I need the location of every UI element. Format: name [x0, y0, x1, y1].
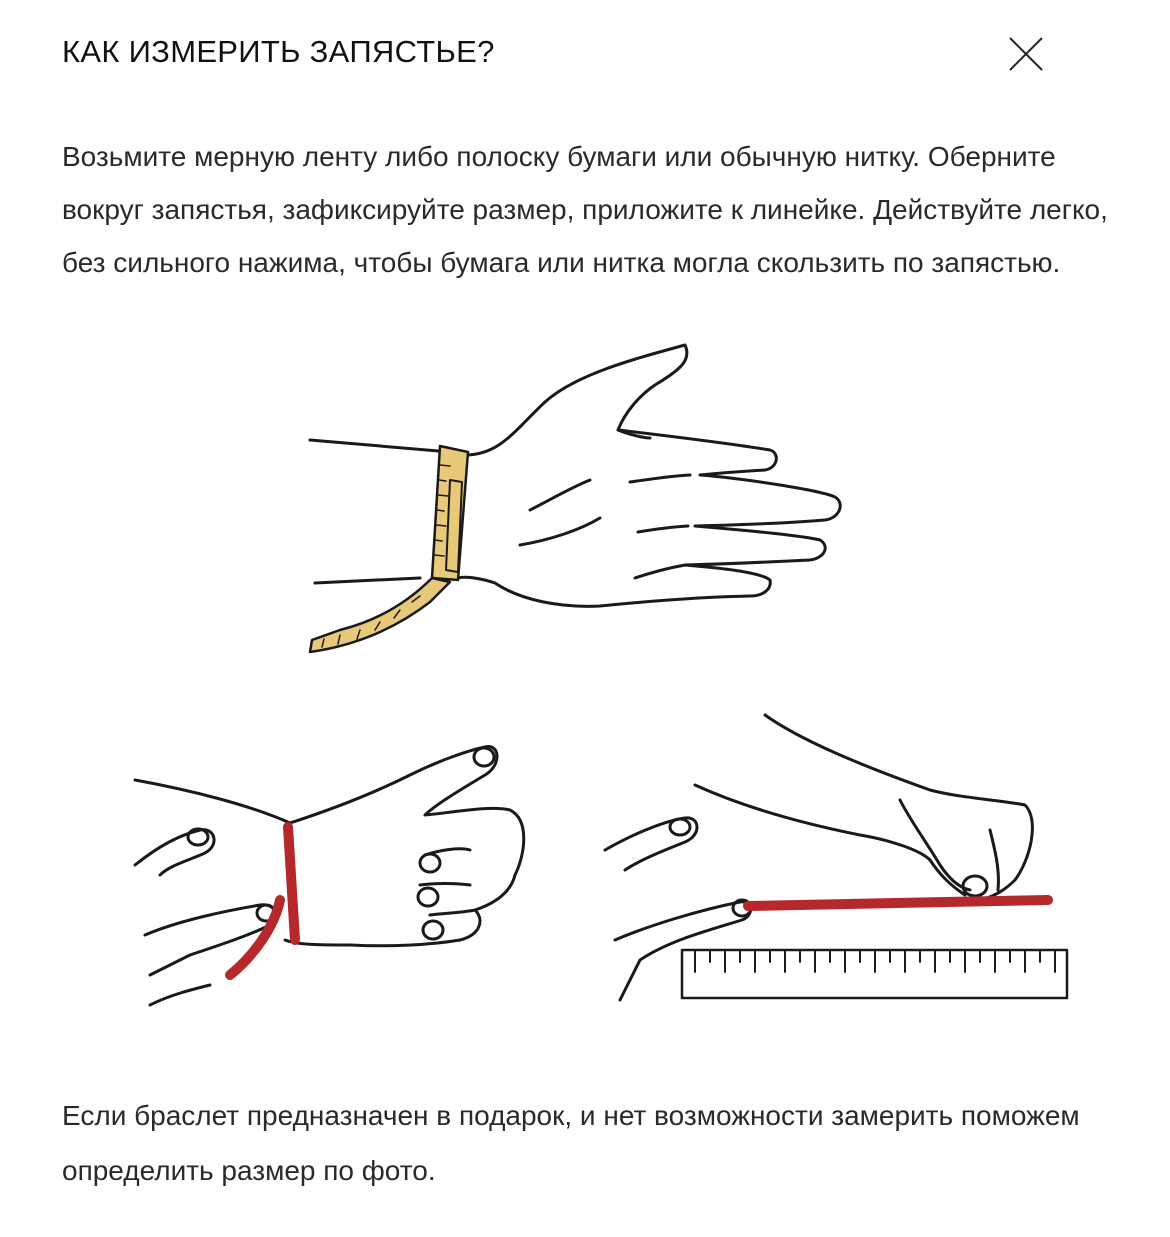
- hand-with-measuring-tape-illustration: [300, 340, 870, 660]
- close-button[interactable]: [1006, 34, 1046, 74]
- thread-measured-against-ruler-illustration: [600, 710, 1070, 1010]
- gift-note-text: Если браслет предназначен в подарок, и нет возможности замерить поможем определить размер по фото.: [62, 1100, 1080, 1186]
- wrist-wrapped-with-thread-icon: [130, 735, 540, 1025]
- close-icon[interactable]: [1006, 34, 1046, 74]
- thread-measured-against-ruler-icon: [600, 710, 1070, 1010]
- instructions-text: Возьмите мерную ленту либо полоску бумаги или обычную нитку. Оберните вокруг запястья, зафиксируйте размер, приложите к линейке. Действуйте легко, без сильного нажима, чтобы бумага или нитка могла скользить по запястью.: [62, 141, 1108, 278]
- wrist-wrapped-with-thread-illustration: [130, 735, 540, 1025]
- hand-with-measuring-tape-icon: [300, 340, 870, 660]
- modal-title: КАК ИЗМЕРИТЬ ЗАПЯСТЬЕ?: [62, 34, 495, 69]
